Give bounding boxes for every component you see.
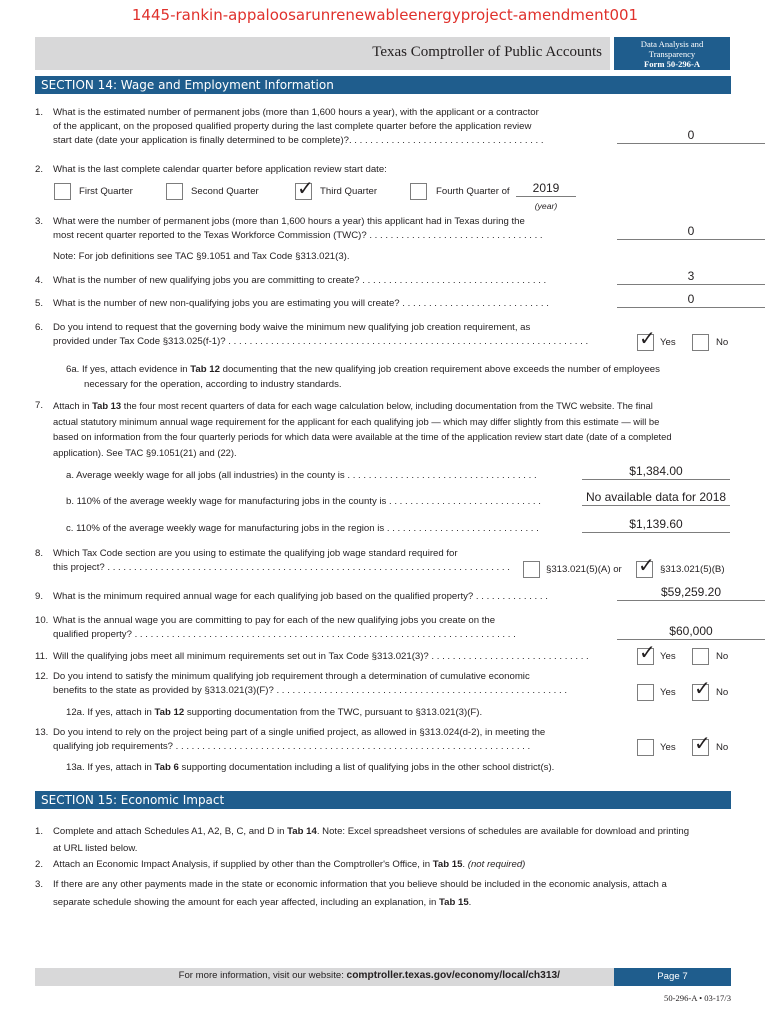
instruction-line: [53, 894, 731, 912]
question-number: 8.: [35, 548, 44, 559]
question-line: What is the estimated number of permanent jobs (more than 1,600 hours a year), with the applicant or a contractor: [53, 107, 539, 118]
question-number: 6.: [35, 322, 44, 333]
q11-no-checkbox[interactable]: [692, 648, 709, 665]
question-line: provided under Tax Code §313.025(f-1)? . . . . . . . . . . . . . . . . . . . . . . . . . . . . . . . . . . . . . . . . . . . . . . . . . . . . . . . . . . . . . . . . . . . .: [53, 336, 589, 347]
question-line: start date (date your application is finally determined to be complete)?. . . . . . . . . . . . . . . . . . . . . . . . . . . . . . . . . . . . .: [53, 135, 544, 146]
text-span: 12a. If yes, attach in: [66, 707, 155, 718]
year-caption: (year): [534, 201, 558, 211]
question-line: actual statutory minimum annual wage requirement for the applicant for each qualifying job — which may differ slightly from this estimate — will be: [53, 415, 660, 427]
question-number: 4.: [35, 275, 44, 286]
fourth-quarter-checkbox[interactable]: [410, 183, 427, 200]
question-4: [35, 269, 731, 290]
text-span: Complete and attach Schedules A1, A2, B, C, and D in: [53, 826, 288, 837]
question-number: 7.: [35, 400, 44, 411]
check-mark-icon: ✓: [297, 176, 314, 200]
form-box-line1: Data Analysis and: [640, 39, 704, 49]
question-13a: [66, 762, 554, 773]
question-line: What is the annual wage you are committing to pay for each of the new qualifying jobs you create on the: [53, 615, 496, 626]
instruction-text: [53, 823, 731, 857]
second-quarter-checkbox[interactable]: [166, 183, 183, 200]
optional-note: (not required): [467, 859, 526, 870]
text-span: Attach in: [53, 400, 93, 411]
q7b-answer-field[interactable]: No available data for 2018: [582, 490, 730, 506]
question-11: [35, 650, 731, 666]
question-number: 12.: [35, 671, 49, 682]
second-quarter-label: Second Quarter: [191, 186, 259, 197]
question-line: [66, 362, 726, 377]
check-mark-icon: ✓: [694, 676, 711, 700]
text-span: . Note: Excel spreadsheet versions of schedules are available for download and printing: [316, 826, 690, 837]
tab-reference: Tab 12: [154, 707, 185, 718]
q3-answer-field[interactable]: 0: [617, 224, 765, 240]
q12-yes-label: Yes: [660, 687, 676, 698]
q12-no-label: No: [716, 687, 729, 698]
q11-yes-label: Yes: [660, 651, 676, 662]
text-span: supporting documentation including a list of qualifying jobs in the other school district(s).: [178, 762, 555, 773]
question-2: [35, 163, 731, 213]
tab-reference: Tab 12: [190, 364, 220, 375]
question-9: [35, 585, 731, 606]
question-3: [35, 215, 731, 245]
q7c-answer-field[interactable]: $1,139.60: [582, 517, 730, 533]
question-number: 5.: [35, 298, 44, 309]
third-quarter-checkbox[interactable]: [295, 176, 314, 200]
q7a-text: a. Average weekly wage for all jobs (all industries) in the county is . . . . . . . . . . . . . . . . . . . . . . . . . . . . . . . . . . . .: [66, 470, 537, 481]
question-text: [53, 215, 593, 243]
tab-reference: Tab 15: [438, 897, 469, 908]
question-number: 9.: [35, 591, 44, 602]
q12-no-checkbox[interactable]: [692, 676, 711, 701]
question-line: qualifying job requirements? . . . . . . . . . . . . . . . . . . . . . . . . . . . . . . . . . . . . . . . . . . . . . . . . . . . . . . . . . . . . . . . . . . .: [53, 741, 531, 752]
question-text: [53, 547, 553, 575]
question-text: What is the last complete calendar quarter before application review start date:: [53, 164, 387, 175]
question-number: 3.: [35, 216, 44, 227]
wage-code-a-label: §313.021(5)(A) or: [546, 564, 622, 575]
q6-no-checkbox[interactable]: [692, 334, 709, 351]
text-span: 13a. If yes, attach in: [66, 762, 155, 773]
instruction-number: 2.: [35, 859, 44, 870]
question-number: 11.: [35, 651, 48, 662]
text-span: 6a. If yes, attach evidence in: [66, 364, 191, 375]
question-text: What is the number of new non-qualifying jobs you are estimating you will create? . . . . . . . . . . . . . . . . . . . . . . . . . . . .: [53, 298, 549, 309]
form-number: Form 50-296-A: [643, 59, 701, 69]
q1-answer-field[interactable]: 0: [617, 128, 765, 144]
question-text: [53, 670, 638, 698]
tab-reference: Tab 14: [287, 826, 317, 837]
check-mark-icon: ✓: [638, 553, 655, 577]
q4-answer-field[interactable]: 3: [617, 269, 765, 285]
fourth-quarter-label: Fourth Quarter of: [436, 186, 510, 197]
check-mark-icon: ✓: [639, 640, 656, 664]
question-6: [35, 321, 731, 351]
question-7: [35, 398, 731, 458]
tab-reference: Tab 6: [154, 762, 179, 773]
question-line: this project? . . . . . . . . . . . . . . . . . . . . . . . . . . . . . . . . . . . . . . . . . . . . . . . . . . . . . . . . . . . . . . . . . . . . . . . . . . . .: [53, 562, 510, 573]
text-span: documenting that the new qualifying job creation requirement above exceeds the number of employees: [219, 364, 660, 375]
q6-yes-label: Yes: [660, 337, 676, 348]
first-quarter-checkbox[interactable]: [54, 183, 71, 200]
question-1: [35, 106, 731, 150]
question-text: [53, 398, 731, 460]
question-line: of the applicant, on the proposed qualified property during the last complete quarter before the application review: [53, 121, 532, 132]
section-15-header: SECTION 15: Economic Impact: [35, 791, 731, 809]
tab-reference: Tab 13: [92, 400, 122, 411]
question-line: Which Tax Code section are you using to estimate the qualifying job wage standard required for: [53, 548, 458, 559]
instruction-text: [53, 858, 731, 872]
q11-yes-checkbox[interactable]: [637, 640, 656, 665]
first-quarter-label: First Quarter: [79, 186, 133, 197]
question-text: [53, 106, 593, 148]
website-link[interactable]: comptroller.texas.gov/economy/local/ch313/: [346, 970, 560, 981]
question-8: [35, 547, 731, 577]
form-revision: 50-296-A • 03-17/3: [664, 993, 731, 1003]
instruction-number: 1.: [35, 826, 44, 837]
page-number: Page 7: [614, 968, 731, 986]
form-box-line2: Transparency: [648, 49, 696, 59]
question-number: 1.: [35, 107, 44, 118]
question-line: [53, 398, 731, 414]
instruction-text: [53, 876, 731, 912]
question-number: 13.: [35, 727, 49, 738]
q6-no-label: No: [716, 337, 729, 348]
q10-answer-field[interactable]: $60,000: [617, 624, 765, 640]
question-5: [35, 292, 731, 313]
third-quarter-label: Third Quarter: [320, 186, 378, 197]
question-text: [53, 321, 638, 349]
agency-name: Texas Comptroller of Public Accounts: [372, 44, 602, 60]
question-text: What is the minimum required annual wage for each qualifying job based on the qualified property? . . . . . . . . . . . . . .: [53, 591, 548, 602]
question-line: necessary for the operation, according to industry standards.: [84, 379, 342, 390]
question-10: [35, 614, 731, 644]
q13-no-checkbox[interactable]: [692, 731, 711, 756]
question-6a: [66, 362, 726, 392]
tab-reference: Tab 15: [432, 859, 463, 870]
form-id-box: [614, 37, 730, 70]
wage-code-a-checkbox[interactable]: [523, 561, 540, 578]
instruction-line: If there are any other payments made in the state or economic information that you believe should be included in the economic analysis, attach a: [53, 879, 667, 890]
q7a-answer-field[interactable]: $1,384.00: [582, 464, 730, 480]
question-line: Do you intend to rely on the project being part of a single unified project, as allowed in §313.024(d-2), in meeting the: [53, 727, 546, 738]
q11-no-label: No: [716, 651, 729, 662]
check-mark-icon: ✓: [639, 326, 656, 350]
question-line: most recent quarter reported to the Texas Workforce Commission (TWC)? . . . . . . . . . . . . . . . . . . . . . . . . . . . . . . . . .: [53, 230, 543, 241]
question-line: What were the number of permanent jobs (more than 1,600 hours a year) this applicant had in Texas during the: [53, 216, 525, 227]
question-line: qualified property? . . . . . . . . . . . . . . . . . . . . . . . . . . . . . . . . . . . . . . . . . . . . . . . . . . . . . . . . . . . . . . . . . . . . . . . .: [53, 629, 516, 640]
instruction-number: 3.: [35, 879, 44, 890]
footer-info-text: For more information, visit our website:: [178, 970, 347, 981]
instruction-line: at URL listed below.: [53, 843, 138, 854]
text-span: .: [468, 897, 472, 908]
text-span: .: [462, 859, 468, 870]
section-14-header: SECTION 14: Wage and Employment Information: [35, 76, 731, 94]
question-line: Do you intend to satisfy the minimum qualifying job requirement through a determination of cumulative economic: [53, 671, 530, 682]
question-number: 2.: [35, 164, 44, 175]
q6-yes-checkbox[interactable]: [637, 326, 656, 351]
q12-yes-checkbox[interactable]: [637, 684, 654, 701]
q7c-text: c. 110% of the average weekly wage for manufacturing jobs in the region is . . . . . . . . . . . . . . . . . . . . . . . . . . . . .: [66, 523, 539, 534]
question-text: [53, 614, 593, 642]
question-number: 10.: [35, 615, 49, 626]
question-12a: [66, 707, 482, 718]
q13-yes-checkbox[interactable]: [637, 739, 654, 756]
q9-answer-field[interactable]: $59,259.20: [617, 585, 765, 601]
text-span: the four most recent quarters of data for each wage calculation below, including documentation from the TWC website. The final: [121, 400, 653, 411]
footer-info: [35, 970, 610, 981]
question-text: [53, 726, 638, 754]
wage-code-b-checkbox[interactable]: [636, 553, 655, 578]
wage-code-b-label: §313.021(5)(B): [660, 564, 725, 575]
text-span: separate schedule showing the amount for each year affected, including an explanation, in: [53, 897, 439, 908]
question-13: [35, 726, 731, 756]
check-mark-icon: ✓: [694, 731, 711, 755]
question-line: benefits to the state as provided by §313.021(3)(F)? . . . . . . . . . . . . . . . . . . . . . . . . . . . . . . . . . . . . . . . . . . . . . . . . . . . . . . .: [53, 685, 567, 696]
q5-answer-field[interactable]: 0: [617, 292, 765, 308]
question-line: based on information from the four quarterly periods for which data were available at the time of the application review start date (date of a completed: [53, 431, 672, 442]
question-text: What is the number of new qualifying jobs you are committing to create? . . . . . . . . . . . . . . . . . . . . . . . . . . . . . . . . . . .: [53, 275, 547, 286]
q7b-text: b. 110% of the average weekly wage for manufacturing jobs in the county is . . . . . . . . . . . . . . . . . . . . . . . . . . . . .: [66, 496, 541, 507]
fourth-quarter-year-field[interactable]: 2019: [516, 181, 576, 197]
text-span: Attach an Economic Impact Analysis, if supplied by other than the Comptroller's Office, in: [53, 859, 433, 870]
instruction-line: [53, 823, 731, 840]
question-12: [35, 670, 731, 700]
question-line: application). See TAC §9.1051(21) and (22).: [53, 446, 237, 458]
job-definitions-note: Note: For job definitions see TAC §9.1051 and Tax Code §313.021(3).: [53, 251, 350, 262]
question-line: Do you intend to request that the governing body waive the minimum new qualifying job creation requirement, as: [53, 322, 531, 333]
text-span: supporting documentation from the TWC, pursuant to §313.021(3)(F).: [184, 707, 483, 718]
q13-no-label: No: [716, 742, 729, 753]
q13-yes-label: Yes: [660, 742, 676, 753]
question-text: Will the qualifying jobs meet all minimum requirements set out in Tax Code §313.021(3)? . . . . . . . . . . . . . . . . . . . . . . . . . . . . . .: [53, 651, 589, 662]
document-title: 1445-rankin-appaloosarunrenewableenergyproject-amendment001: [131, 6, 639, 24]
